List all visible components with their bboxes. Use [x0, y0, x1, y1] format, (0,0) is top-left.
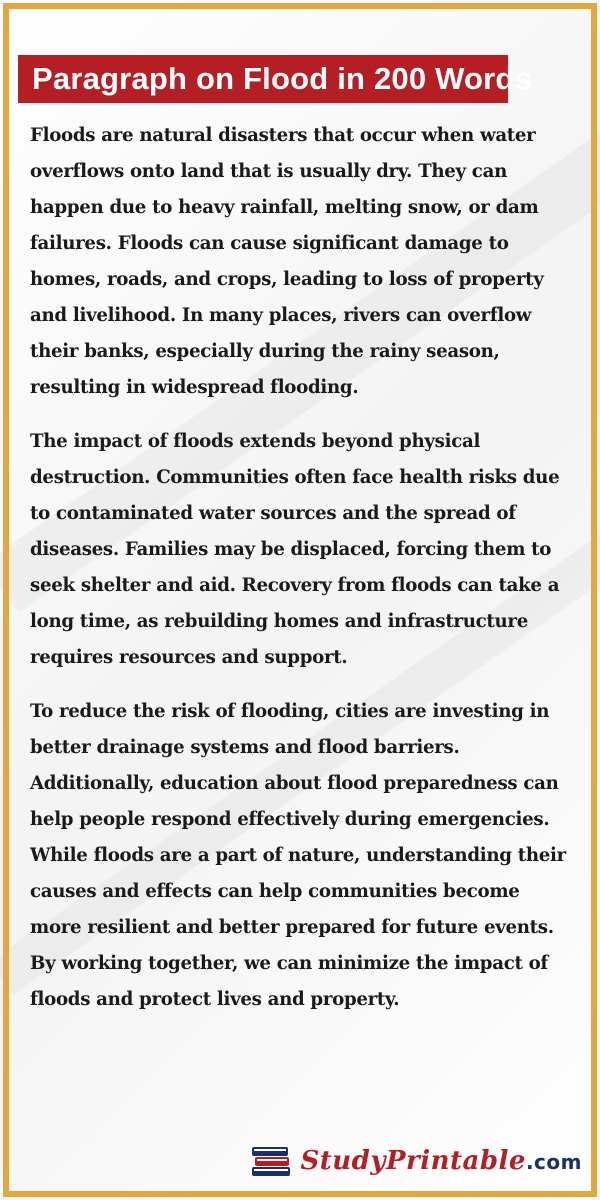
article-body [30, 118, 575, 1036]
page-title: Paragraph on Flood in 200 Words [32, 61, 532, 96]
logo-text [300, 1146, 582, 1176]
title-banner [18, 55, 532, 103]
paragraph-2: The impact of floods extends beyond physical destruction. Communities often face health risks due to contaminated water sources and the spread of diseases. Families may be displaced, forcing them to seek shelter and aid. Recovery from floods can take a long time, as rebuilding homes and infrastructure requires resources and support. [30, 431, 560, 668]
logo-name: StudyPrintable [300, 1146, 526, 1176]
site-logo[interactable] [248, 1134, 582, 1188]
logo-suffix: .com [525, 1150, 582, 1174]
books-icon [248, 1137, 296, 1185]
paragraph-3: To reduce the risk of flooding, cities are investing in better drainage systems and flood barriers. Additionally, education about flood preparedness can help people respond effectively during emergencies. While floods are a part of nature, understanding their causes and effects can help communities become more resilient and better prepared for future events. By working together, we can minimize the impact of floods and protect lives and property. [30, 701, 566, 1010]
paragraph-1: Floods are natural disasters that occur when water overflows onto land that is usually dry. They can happen due to heavy rainfall, melting snow, or dam failures. Floods can cause significant damage to homes, roads, and crops, leading to loss of property and livelihood. In many places, rivers can overflow their banks, especially during the rainy season, resulting in widespread flooding. [30, 125, 544, 398]
